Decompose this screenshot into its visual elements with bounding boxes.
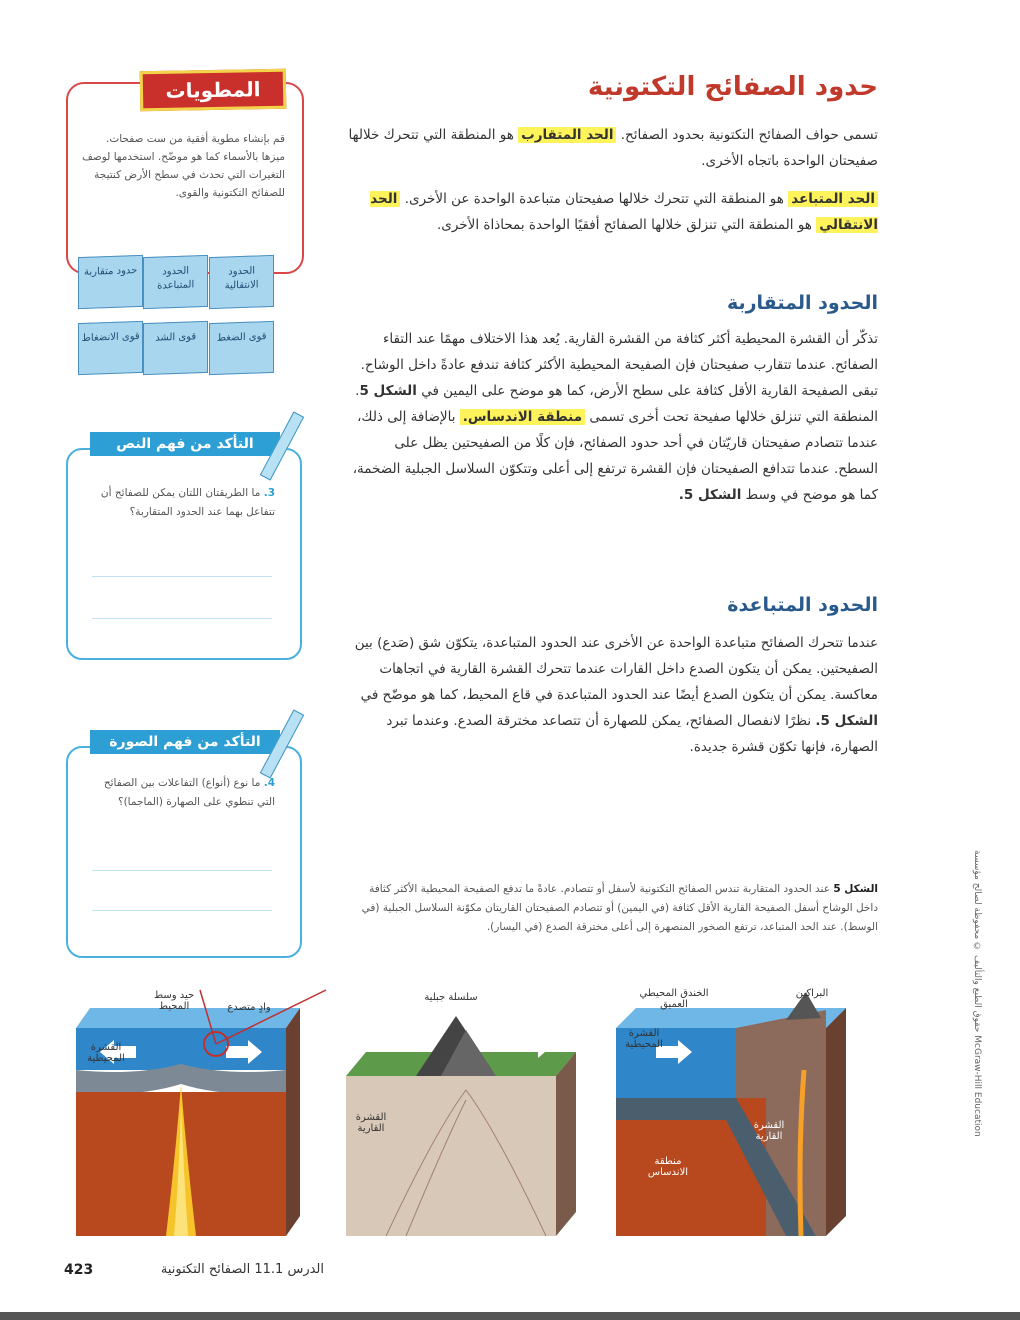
label-mountain-range: سلسلة جبلية [424,992,478,1003]
question-text: ما نوع (أنواع) التفاعلات بين الصفائح التي تنطوي على الصهارة (الماجما)؟ [103,777,275,808]
foldable-tab: الحدود الانتقالية [209,255,274,309]
label-mid-ocean-ridge: حيد وسط المحيط [153,990,195,1012]
answer-line[interactable] [92,910,272,911]
label-rift-valley: وادٍ متصدع [227,1002,271,1013]
answer-line[interactable] [92,618,272,619]
figure-caption [348,880,878,937]
foldables-instructions: قم بإنشاء مطوية أفقية من ست صفحات. ميزها بالأسماء كما هو موضّح. استخدمها لوصف التغيرات التي تحدث في سطح الأرض كنتيجة للصفائح التكتونية والقوى. [81,133,285,199]
plate-boundaries-figure [76,980,894,1242]
body-text: بالإضافة إلى ذلك، عندما تتصادم صفيحتان قاريّتان في أحد حدود الصفائح، فإن كلًا من الصفيحتين يظل على السطح. عندما تتدافع الصفيحتان فإن القشرة ترتفع إلى أعلى وتتكوّن السلاسل الجبلية الضخمة، كما هو موضح في وسط [352,409,878,503]
body-text: نظرًا لانفصال الصفائح، يمكن للصهارة أن تتصاعد مخترقة الصدع. وعندما تبرد الصهارة، فإنها تكوّن قشرة جديدة. [386,713,878,755]
label-ocean-trench: الخندق المحيطي العميق [639,988,709,1010]
divergent-boundary-illustration [76,990,326,1236]
foldable-tab: قوى الضغط [209,321,274,375]
page-number: 423 [64,1262,94,1278]
foldable-tab: حدود متقاربة [78,255,143,309]
intro-paragraph-1 [348,122,878,174]
label-continental-crust: القشرة القارية [753,1120,785,1142]
foldable-tab: الحدود المتباعدة [143,255,208,309]
question-number: 4. [263,777,275,789]
body-text: تذكّر أن القشرة المحيطية أكثر كثافة من القشرة القارية. يُعد هذا الاختلاف مهمًا عند التقاء الصفائح. عندما تتقارب صفيحتان فإن الصفيحة المحيطية الأكثر كثافة تندفع عادةً داخل الوشاح. تبقى الصفيحة القارية الأقل كثافة على سطح الأرض، كما هو موضح على اليمين في [360,331,878,399]
figure-check-question [90,774,275,812]
answer-line[interactable] [92,576,272,577]
caption-label: الشكل 5 [833,883,878,895]
label-volcanoes: البراكين [795,988,829,999]
foldable-tab: قوى الشد [143,321,208,375]
term-subduction: منطقة الاندساس. [460,409,585,425]
body-text: عندما تتحرك الصفائح متباعدة الواحدة عن الأخرى عند الحدود المتباعدة، يتكوّن شق (صَدع) بين الصفيحتين. يمكن أن يتكون الصدع داخل القارات عندما تتحرك القشرة القارية في اتجاهات معاكسة. يمكن أن يتكون الصدع أيضًا عند الحدود المتباعدة في قاع المحيط، كما هو موضّح في [354,635,878,703]
intro-text: هو المنطقة التي تتحرك خلالها صفيحتان متباعدة الواحدة عن الأخرى. [404,191,784,207]
intro-text: تسمى حواف الصفائح التكتونية بحدود الصفائح. [620,127,878,143]
convergent-paragraph [348,326,878,508]
foldable-tab: قوى الانضغاط [78,321,143,375]
figure-reference: الشكل 5. [815,713,878,729]
intro-text: هو المنطقة التي تتحرك خلالها صفيحتان الواحدة باتجاه الأخرى. [348,127,878,169]
figure-check-tag: التأكد من فهم الصورة [90,730,280,754]
section-heading-convergent: الحدود المتقاربة [726,292,878,314]
term-divergent: الحد المتباعد [788,191,878,207]
figure-reference: الشكل 5 [359,383,417,399]
label-oceanic-crust: القشرة المحيطية [87,1042,125,1064]
foldable-tabs-row-2 [78,322,274,374]
reading-check-tag: التأكد من فهم النص [90,432,280,456]
section-heading-divergent: الحدود المتباعدة [727,594,878,616]
bottom-bar [0,1312,1020,1320]
foldable-tabs-row-1 [78,256,274,308]
foldables-tag: المطويات [140,69,287,112]
divergent-paragraph [348,630,878,760]
lesson-label: الدرس 11.1 الصفائح التكتونية [160,1262,324,1277]
figure-reference: الشكل 5. [678,487,742,503]
caption-text: عند الحدود المتقاربة تندس الصفائح التكتونية لأسفل أو تتصادم. عادةً ما تدفع الصفيحة المحيطية الأكثر كثافة داخل الوشاح أسفل الصفيحة القارية الأقل كثافة (في اليمين) أو تتصادم الصفيحتان القاريتان مكوّنة السلاسل الجبلية (في الوسط). عند الحد المتباعد، ترتفع الصخور المنصهرة إلى أعلى مخترقة الصدع (في اليسار). [361,883,878,933]
page-footer [64,1262,324,1277]
term-transform: الحد الانتقالي [370,191,878,233]
intro-text: هو المنطقة التي تنزلق خلالها الصفائح أفقيًا الواحدة بمحاذاة الأخرى. [437,217,812,233]
question-number: 3. [263,487,275,499]
answer-line[interactable] [92,870,272,871]
question-text: ما الطريقتان اللتان يمكن للصفائح أن تتفاعل بهما عند الحدود المتقاربة؟ [100,487,275,518]
term-convergent: الحد المتقارب [518,127,616,143]
copyright-credit: حقوق الطبع والتأليف © محفوظة لصالح مؤسسة McGraw-Hill Education [972,850,982,1137]
reading-check-box [66,448,302,660]
label-subduction-zone: منطقة الاندساس [647,1156,689,1178]
label-continental-crust: القشرة القارية [355,1112,387,1134]
reading-check-question [90,484,275,522]
label-oceanic-crust: القشرة المحيطية [625,1028,663,1050]
body-text: . المنطقة التي تنزلق خلالها صفيحة تحت أخرى تسمى [355,383,878,425]
page-title: حدود الصفائح التكتونية [587,72,878,102]
intro-paragraph-2 [348,186,878,238]
